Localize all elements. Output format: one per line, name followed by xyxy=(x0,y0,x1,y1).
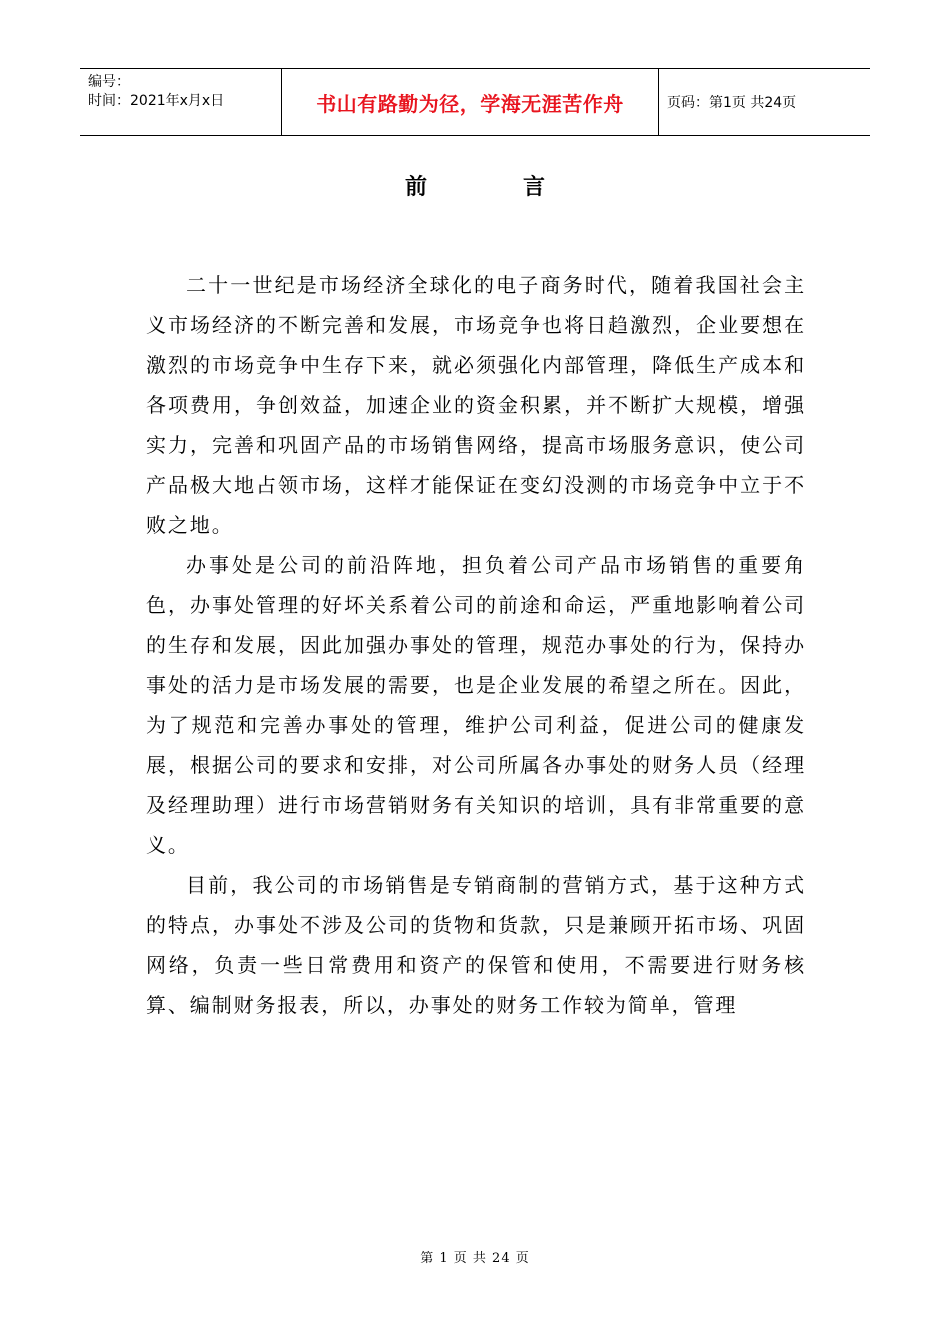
body-paragraph: 办事处是公司的前沿阵地，担负着公司产品市场销售的重要角色，办事处管理的好坏关系着公司的前途和命运，严重地影响着公司的生存和发展，因此加强办事处的管理，规范办事处的行为，保持办事处的活力是市场发展的需要，也是企业发展的希望之所在。因此，为了规范和完善办事处的管理，维护公司利益，促进公司的健康发展，根据公司的要求和安排，对公司所属各办事处的财务人员（经理及经理助理）进行市场营销财务有关知识的培训，具有非常重要的意义。 xyxy=(146,553,806,857)
header-motto: 书山有路勤为径，学海无涯苦作舟 xyxy=(282,69,659,135)
page-footer: 第 1 页 共 24 页 xyxy=(420,1251,530,1266)
header-page-info: 页码：第1页 共24页 xyxy=(667,95,797,111)
header-meta xyxy=(80,69,282,135)
document-body xyxy=(146,265,806,1025)
document-date: 时间：2021年x月x日 xyxy=(88,93,225,109)
document-header xyxy=(80,68,870,136)
document-number-label: 编号： xyxy=(88,74,130,90)
body-paragraph: 目前，我公司的市场销售是专销商制的营销方式，基于这种方式的特点，办事处不涉及公司的货物和货款，只是兼顾开拓市场、巩固网络，负责一些日常费用和资产的保管和使用，不需要进行财务核算、编制财务报表，所以，办事处的财务工作较为简单，管理 xyxy=(146,873,806,1017)
page-title: 前言 xyxy=(404,175,641,200)
body-paragraph: 二十一世纪是市场经济全球化的电子商务时代，随着我国社会主义市场经济的不断完善和发展，市场竞争也将日趋激烈，企业要想在激烈的市场竞争中生存下来，就必须强化内部管理，降低生产成本和各项费用，争创效益，加速企业的资金积累，并不断扩大规模，增强实力，完善和巩固产品的市场销售网络，提高市场服务意识，使公司产品极大地占领市场，这样才能保证在变幻没测的市场竞争中立于不败之地。 xyxy=(146,273,806,537)
